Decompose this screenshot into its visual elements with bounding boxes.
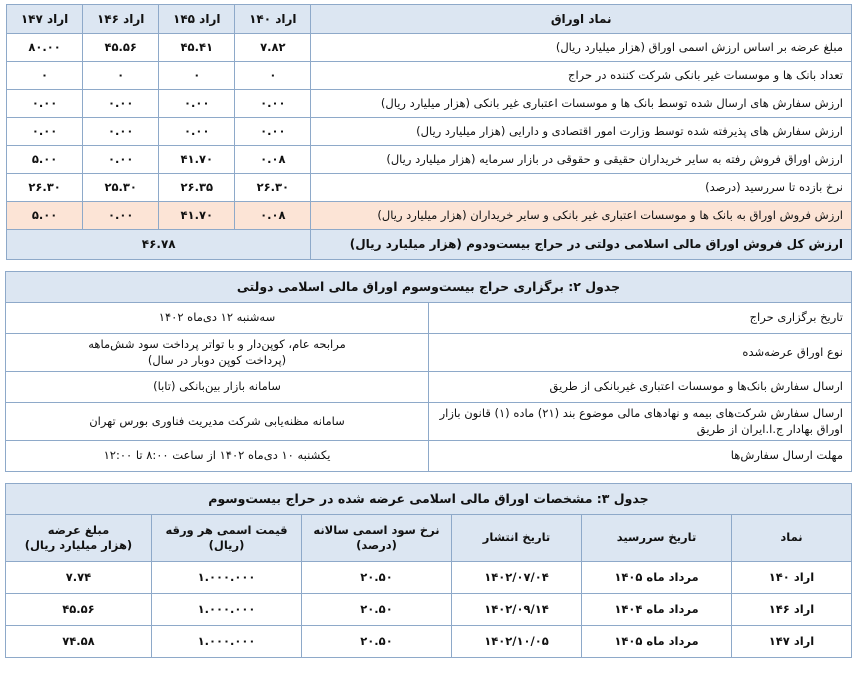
table3-header-nominal-line1: قیمت اسمی هر ورقه <box>165 522 288 537</box>
table1-header-row <box>7 5 852 34</box>
table1-row-value: ۷.۸۲ <box>235 34 311 62</box>
table2-caption: جدول ۲: برگزاری حراج بیست‌وسوم اوراق مالی اسلامی دولتی <box>6 272 852 303</box>
table-row <box>7 90 852 118</box>
table1-row-value: ۰.۰۰ <box>159 118 235 146</box>
table1-row-label: مبلغ عرضه بر اساس ارزش اسمی اوراق (هزار میلیارد ریال) <box>311 34 852 62</box>
table3-header-issue <box>452 515 582 562</box>
table3-header-rate <box>302 515 452 562</box>
table1-row-value: ۲۶.۳۰ <box>7 174 83 202</box>
table-row <box>7 174 852 202</box>
table3-symbol: اراد ۱۴۶ <box>732 594 852 626</box>
table3-caption-row <box>5 484 851 515</box>
table3-maturity: مرداد ماه ۱۴۰۴ <box>582 594 732 626</box>
table-row <box>5 626 851 658</box>
table3-header-rate-line2: (درصد) <box>356 538 397 553</box>
table1-row-value: ۰.۰۰ <box>83 118 159 146</box>
table1-row-value: ۰.۰۰ <box>83 90 159 118</box>
table1-row-value: ۰.۰۰ <box>83 146 159 174</box>
table1-total-row <box>7 230 852 260</box>
securities-specs-table <box>5 483 852 658</box>
table3-amount: ۷۴.۵۸ <box>5 626 151 658</box>
table3-issue: ۱۴۰۲/۰۷/۰۴ <box>452 562 582 594</box>
auction-results-table <box>6 4 852 260</box>
table-row <box>7 118 852 146</box>
table1-row-value: ۲۵.۳۰ <box>83 174 159 202</box>
table-row <box>5 562 851 594</box>
table1-row-value: ۵.۰۰ <box>7 146 83 174</box>
table3-header-row <box>5 515 851 562</box>
table-row <box>7 62 852 90</box>
table1-highlight-value: ۰.۰۰ <box>83 202 159 230</box>
table2-key: نوع اوراق عرضه‌شده <box>429 334 852 372</box>
table1-row-label: تعداد بانک ها و موسسات غیر بانکی شرکت کننده در حراج <box>311 62 852 90</box>
table1-row-label: ارزش اوراق فروش رفته به سایر خریداران حقیقی و حقوقی در بازار سرمایه (هزار میلیارد ریال) <box>311 146 852 174</box>
table3-maturity: مرداد ماه ۱۴۰۵ <box>582 626 732 658</box>
table1-row-value: ۲۶.۳۵ <box>159 174 235 202</box>
table3-header-amount-line2: (هزار میلیارد ریال) <box>24 538 133 553</box>
table2-value: سامانه بازار بین‌بانکی (تابا) <box>6 372 429 403</box>
table3-header-amount-line1: مبلغ عرضه <box>47 522 110 537</box>
table1-row-label: ارزش سفارش های پذیرفته شده توسط وزارت امور اقتصادی و دارایی (هزار میلیارد ریال) <box>311 118 852 146</box>
table1-row-value: ۰.۰۰ <box>235 90 311 118</box>
table2-value: سه‌شنبه ۱۲ دی‌ماه ۱۴۰۲ <box>6 303 429 334</box>
table3-symbol: اراد ۱۴۰ <box>732 562 852 594</box>
table1-header-cell-0: نماد اوراق <box>311 5 852 34</box>
table3-header-symbol-line1: نماد <box>780 530 803 545</box>
table1-row-value: ۰.۰۰ <box>7 90 83 118</box>
table3-nominal: ۱.۰۰۰.۰۰۰ <box>152 562 302 594</box>
table1-total-value: ۴۶.۷۸ <box>7 230 311 260</box>
table1-highlight-label: ارزش فروش اوراق به بانک ها و موسسات اعتباری غیر بانکی و سایر خریداران (هزار میلیارد ریال) <box>311 202 852 230</box>
table1-row-label: نرخ بازده تا سررسید (درصد) <box>311 174 852 202</box>
table1-row-value: ٠ <box>235 62 311 90</box>
table3-rate: ۲۰.۵۰ <box>302 626 452 658</box>
table3-header-amount <box>5 515 151 562</box>
table2-value <box>6 334 429 372</box>
table1-header-cell-4: اراد ۱۴۷ <box>7 5 83 34</box>
table-row <box>6 334 852 372</box>
table1-row-value: ۲۶.۳۰ <box>235 174 311 202</box>
table3-header-maturity-line1: تاریخ سررسید <box>616 530 697 545</box>
table1-highlight-value: ۵.۰۰ <box>7 202 83 230</box>
table1-row-value: ٠ <box>83 62 159 90</box>
table2-value-line1: مرابحه عام، کوپن‌دار و با تواتر پرداخت سود شش‌ماهه <box>88 337 346 351</box>
table3-rate: ۲۰.۵۰ <box>302 562 452 594</box>
table-row <box>7 146 852 174</box>
table1-header-cell-1: اراد ۱۴۰ <box>235 5 311 34</box>
table2-key: مهلت ارسال سفارش‌ها <box>429 441 852 472</box>
table3-header-symbol <box>732 515 852 562</box>
table1-header-cell-3: اراد ۱۴۶ <box>83 5 159 34</box>
table3-header-rate-line1: نرخ سود اسمی سالانه <box>313 522 440 537</box>
table3-caption: جدول ۳: مشخصات اوراق مالی اسلامی عرضه شده در حراج بیست‌وسوم <box>5 484 851 515</box>
table3-nominal: ۱.۰۰۰.۰۰۰ <box>152 626 302 658</box>
table1-row-value: ۰.۰۸ <box>235 146 311 174</box>
table1-row-value: ۰.۰۰ <box>235 118 311 146</box>
table3-issue: ۱۴۰۲/۱۰/۰۵ <box>452 626 582 658</box>
table2-value-line2: (پرداخت کوپن دوبار در سال) <box>147 352 287 367</box>
table1-header-cell-2: اراد ۱۴۵ <box>159 5 235 34</box>
table-row <box>6 403 852 441</box>
table1-row-value: ۸۰.۰۰ <box>7 34 83 62</box>
table1-row-value: ۴۵.۴۱ <box>159 34 235 62</box>
table1-row-value: ۴۵.۵۶ <box>83 34 159 62</box>
table2-value: یکشنبه ۱۰ دی‌ماه ۱۴۰۲ از ساعت ۸:۰۰ تا ۱۲:۰۰ <box>6 441 429 472</box>
table-row <box>6 441 852 472</box>
table3-symbol: اراد ۱۴۷ <box>732 626 852 658</box>
table1-row-value: ٠ <box>159 62 235 90</box>
table-row <box>6 372 852 403</box>
table2-value: سامانه مظنه‌یابی شرکت مدیریت فناوری بورس تهران <box>6 403 429 441</box>
table2-key: ارسال سفارش شرکت‌های بیمه و نهادهای مالی موضوع بند (۲۱) ماده (۱) قانون بازار اوراق بهادار ج.ا.ایران از طریق <box>429 403 852 441</box>
table3-header-issue-line1: تاریخ انتشار <box>482 530 551 545</box>
table3-amount: ۷.۷۴ <box>5 562 151 594</box>
table-row <box>5 594 851 626</box>
table1-row-value: ۰.۰۰ <box>7 118 83 146</box>
table3-header-nominal-line2: (ریال) <box>208 538 245 553</box>
auction-details-table <box>5 271 852 472</box>
table2-key: تاریخ برگزاری حراج <box>429 303 852 334</box>
table1-row-value: ۰.۰۰ <box>159 90 235 118</box>
table3-rate: ۲۰.۵۰ <box>302 594 452 626</box>
table2-caption-row <box>6 272 852 303</box>
table1-total-label: ارزش کل فروش اوراق مالی اسلامی دولتی در حراج بیست‌ودوم (هزار میلیارد ریال) <box>311 230 852 260</box>
table3-header-maturity <box>582 515 732 562</box>
table3-maturity: مرداد ماه ۱۴۰۵ <box>582 562 732 594</box>
table3-header-nominal <box>152 515 302 562</box>
table1-highlight-value: ۰.۰۸ <box>235 202 311 230</box>
table2-key: ارسال سفارش بانک‌ها و موسسات اعتباری غیربانکی از طریق <box>429 372 852 403</box>
table3-nominal: ۱.۰۰۰.۰۰۰ <box>152 594 302 626</box>
table1-highlight-row <box>7 202 852 230</box>
table1-row-label: ارزش سفارش های ارسال شده توسط بانک ها و موسسات اعتباری غیر بانکی (هزار میلیارد ریال) <box>311 90 852 118</box>
table3-amount: ۴۵.۵۶ <box>5 594 151 626</box>
table3-issue: ۱۴۰۲/۰۹/۱۴ <box>452 594 582 626</box>
table1-highlight-value: ۴۱.۷۰ <box>159 202 235 230</box>
table1-row-value: ۴۱.۷۰ <box>159 146 235 174</box>
table1-row-value: ٠ <box>7 62 83 90</box>
table-row <box>6 303 852 334</box>
table-row <box>7 34 852 62</box>
